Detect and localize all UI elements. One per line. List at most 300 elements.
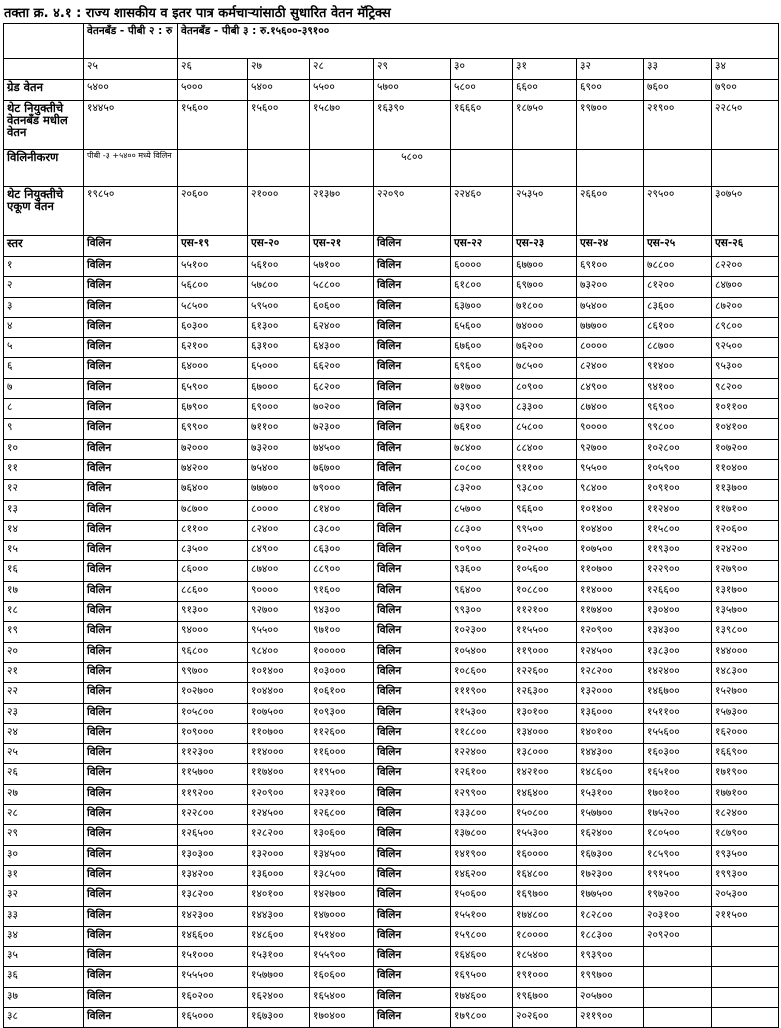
matrix-cell: विलिन (84, 845, 178, 865)
matrix-cell: १३०१०० (513, 703, 577, 723)
matrix-cell: १३७८०० (451, 825, 513, 845)
matrix-cell: ६४३०० (310, 338, 374, 358)
matrix-cell: १०४१०० (712, 419, 779, 439)
matrix-cell: ६९१०० (577, 257, 644, 277)
matrix-cell: १७०१०० (644, 784, 712, 804)
matrix-cell: ७३२०० (248, 439, 310, 459)
matrix-cell: ६२४०० (310, 317, 374, 337)
matrix-cell: विलिन (84, 723, 178, 743)
matrix-cell: विलिन (84, 967, 178, 987)
total-row-cell: २०६०० (178, 187, 248, 236)
matrix-cell: १४२७०० (310, 886, 374, 906)
matrix-cell: १५९८०० (451, 926, 513, 946)
matrix-cell: विलिन (84, 703, 178, 723)
matrix-cell: ६७७०० (513, 257, 577, 277)
table-row (4, 825, 779, 845)
matrix-cell: विलिन (374, 257, 451, 277)
matrix-cell: विलिन (84, 886, 178, 906)
level-row-cell: एस-२३ (513, 236, 577, 257)
matrix-cell: ८५७०० (451, 500, 513, 520)
matrix-cell: ८०००० (577, 338, 644, 358)
matrix-cell: ७६४०० (178, 480, 248, 500)
matrix-cell: १३०६०० (310, 825, 374, 845)
matrix-cell: ९०००० (248, 581, 310, 601)
matrix-cell: १४६७०० (644, 683, 712, 703)
level-cell: १६ (4, 561, 84, 581)
pay-band-pb2-header: वेतनबँड - पीबी २ : रु (84, 24, 178, 59)
table-row (4, 459, 779, 479)
pay-matrix-table (3, 23, 779, 1028)
matrix-cell: ९९३०० (451, 602, 513, 622)
table-row (4, 744, 779, 764)
matrix-cell: ७३९०० (451, 399, 513, 419)
level-cell: ५ (4, 338, 84, 358)
matrix-cell: विलिन (374, 744, 451, 764)
level-cell: २५ (4, 744, 84, 764)
table-row (4, 581, 779, 601)
matrix-cell: १३८२०० (178, 886, 248, 906)
col-row-cell: २६ (178, 59, 248, 80)
matrix-cell: ९५५०० (577, 459, 644, 479)
col-row-cell: २५ (84, 59, 178, 80)
matrix-cell: १६२४०० (248, 987, 310, 1007)
matrix-cell: १२६६०० (644, 581, 712, 601)
matrix-cell: १३२००० (248, 845, 310, 865)
matrix-cell: ८०८०० (451, 459, 513, 479)
matrix-cell: ७५४०० (577, 297, 644, 317)
matrix-cell: ९५५०० (248, 622, 310, 642)
matrix-cell: १५०८०० (513, 805, 577, 825)
band-row-cell: १६६६० (451, 101, 513, 150)
col-row-cell: २९ (374, 59, 451, 80)
matrix-cell: १४२१०० (513, 764, 577, 784)
matrix-cell: १५०६०० (451, 886, 513, 906)
table-row (4, 541, 779, 561)
matrix-cell: विलिन (374, 561, 451, 581)
matrix-cell: ९३६०० (451, 561, 513, 581)
matrix-cell: ८८९०० (310, 561, 374, 581)
matrix-cell (712, 967, 779, 987)
matrix-cell: विलिन (84, 926, 178, 946)
matrix-cell: विलिन (84, 317, 178, 337)
matrix-cell: ७७७०० (577, 317, 644, 337)
total-row-cell: २१३७० (310, 187, 374, 236)
matrix-cell: ९४००० (178, 622, 248, 642)
matrix-cell: ९४१०० (644, 378, 712, 398)
matrix-cell: ९२५०० (712, 338, 779, 358)
matrix-cell: ८२४०० (248, 520, 310, 540)
matrix-cell: १६०००० (513, 845, 577, 865)
matrix-cell: ७८५०० (513, 358, 577, 378)
matrix-cell: ९२७०० (248, 602, 310, 622)
matrix-cell: ७५४०० (248, 459, 310, 479)
total-row-cell: ३०७५० (712, 187, 779, 236)
matrix-cell: ११४००० (577, 581, 644, 601)
matrix-cell: ८९८०० (712, 317, 779, 337)
matrix-cell (644, 987, 712, 1007)
matrix-cell: १०७५०० (577, 541, 644, 561)
grade-row-cell: ६९०० (577, 80, 644, 101)
matrix-cell: १२८२०० (248, 825, 310, 845)
matrix-cell: ७२००० (178, 439, 248, 459)
matrix-cell: १२२६०० (513, 662, 577, 682)
merger-cell (577, 150, 644, 187)
matrix-cell: ९१४०० (644, 358, 712, 378)
matrix-cell: विलिन (84, 744, 178, 764)
col-row-cell: ३४ (712, 59, 779, 80)
table-row (4, 561, 779, 581)
matrix-cell (712, 1007, 779, 1027)
matrix-cell: विलिन (374, 886, 451, 906)
matrix-cell: १००००० (310, 642, 374, 662)
matrix-cell: १६५१०० (644, 764, 712, 784)
matrix-cell: विलिन (84, 297, 178, 317)
total-row-cell: २१००० (248, 187, 310, 236)
matrix-cell (712, 987, 779, 1007)
matrix-cell: विलिन (374, 987, 451, 1007)
matrix-cell: ९०९०० (451, 541, 513, 561)
matrix-cell: १३४५०० (310, 845, 374, 865)
table-row (4, 439, 779, 459)
matrix-cell (644, 1007, 712, 1027)
matrix-cell: ८२२०० (712, 257, 779, 277)
matrix-cell: विलिन (374, 480, 451, 500)
matrix-cell: विलिन (374, 703, 451, 723)
matrix-cell: ६९००० (248, 399, 310, 419)
matrix-cell: विलिन (84, 662, 178, 682)
matrix-cell: ११९००० (513, 642, 577, 662)
matrix-cell: विलिन (374, 865, 451, 885)
grade-pay-row (4, 80, 779, 101)
matrix-cell: १२४२०० (712, 541, 779, 561)
matrix-cell: ५८८०० (310, 277, 374, 297)
matrix-cell: १२८२०० (577, 662, 644, 682)
matrix-cell: १२२४०० (451, 744, 513, 764)
col-row-cell: ३२ (577, 59, 644, 80)
matrix-cell: ६५९०० (178, 378, 248, 398)
matrix-cell: ११५७०० (178, 764, 248, 784)
matrix-cell: १६०३०० (644, 744, 712, 764)
matrix-cell: १३६००० (577, 703, 644, 723)
band-row-cell: २१९०० (644, 101, 712, 150)
matrix-cell: १३८००० (513, 744, 577, 764)
matrix-cell: १३६००० (248, 865, 310, 885)
matrix-cell: १०२५०० (513, 541, 577, 561)
matrix-cell: ११७४०० (248, 764, 310, 784)
level-cell: ३७ (4, 987, 84, 1007)
matrix-cell: ८१४०० (310, 500, 374, 520)
matrix-cell: ६३१०० (248, 338, 310, 358)
matrix-cell: ७९००० (310, 480, 374, 500)
matrix-cell: १८५४०० (513, 947, 577, 967)
total-row-cell: २२४६० (451, 187, 513, 236)
matrix-cell: ८४७०० (712, 277, 779, 297)
merger-value: ५८०० (374, 150, 451, 187)
table-row (4, 378, 779, 398)
matrix-cell: ७२३०० (310, 419, 374, 439)
level-row-cell: एस-२४ (577, 236, 644, 257)
matrix-cell: १५२७०० (712, 683, 779, 703)
matrix-cell: १५५५०० (178, 967, 248, 987)
level-cell: ३८ (4, 1007, 84, 1027)
header-row-bands (4, 24, 779, 59)
level-cell: १३ (4, 500, 84, 520)
table-row (4, 906, 779, 926)
matrix-cell: ८३३०० (513, 399, 577, 419)
matrix-cell: १४८६०० (577, 764, 644, 784)
matrix-cell: १८२८०० (577, 906, 644, 926)
matrix-cell: ११२४०० (644, 500, 712, 520)
matrix-cell: १३९८०० (712, 622, 779, 642)
matrix-cell: १०२७०० (178, 683, 248, 703)
matrix-cell: १०७२०० (712, 439, 779, 459)
matrix-cell: १२६१०० (451, 764, 513, 784)
matrix-cell: विलिन (374, 764, 451, 784)
matrix-cell: विलिन (84, 500, 178, 520)
total-pay-row (4, 187, 779, 236)
matrix-cell: १२३१०० (310, 784, 374, 804)
matrix-cell: १०९१०० (644, 480, 712, 500)
matrix-cell: ६१८०० (451, 277, 513, 297)
matrix-cell: ९२७०० (577, 439, 644, 459)
matrix-cell: १७७५०० (577, 886, 644, 906)
matrix-cell: विलिन (84, 399, 178, 419)
grade-row-cell: ५४०० (248, 80, 310, 101)
matrix-cell: १४६६०० (178, 926, 248, 946)
matrix-cell: १६५४०० (310, 987, 374, 1007)
table-row (4, 947, 779, 967)
matrix-cell: विलिन (84, 520, 178, 540)
matrix-cell: ७०२०० (310, 399, 374, 419)
matrix-cell: ६७९०० (178, 399, 248, 419)
matrix-cell: ६८२०० (310, 378, 374, 398)
matrix-cell: १२४५०० (577, 642, 644, 662)
matrix-cell: १२४५०० (248, 805, 310, 825)
matrix-cell: १२६५०० (178, 825, 248, 845)
matrix-cell: ८६१०० (644, 317, 712, 337)
level-cell: २० (4, 642, 84, 662)
level-cell: १४ (4, 520, 84, 540)
matrix-cell: १७०४०० (310, 1007, 374, 1027)
level-cell: ११ (4, 459, 84, 479)
level-cell: १५ (4, 541, 84, 561)
matrix-cell: ११९५०० (310, 764, 374, 784)
level-cell: २८ (4, 805, 84, 825)
corner-cell (4, 24, 84, 59)
matrix-cell: विलिन (374, 1007, 451, 1027)
matrix-cell: १५१४०० (310, 926, 374, 946)
level-cell: २४ (4, 723, 84, 743)
matrix-cell: विलिन (374, 805, 451, 825)
matrix-cell: १२२९०० (644, 561, 712, 581)
band-row-cell: २२८५० (712, 101, 779, 150)
matrix-cell: १७९८०० (451, 1007, 513, 1027)
matrix-cell: ९८४०० (248, 642, 310, 662)
matrix-cell: विलिन (374, 947, 451, 967)
level-cell: ६ (4, 358, 84, 378)
matrix-cell: ११९३०० (644, 541, 712, 561)
matrix-cell: विलिन (374, 683, 451, 703)
matrix-cell: १७५२०० (644, 805, 712, 825)
matrix-cell: विलिन (374, 439, 451, 459)
grade-pay-label: ग्रेड वेतन (4, 80, 84, 101)
matrix-cell: १०५९०० (644, 459, 712, 479)
matrix-cell: ७४००० (513, 317, 577, 337)
matrix-cell: १४४३०० (248, 906, 310, 926)
matrix-cell: विलिन (84, 419, 178, 439)
matrix-cell: १८५९०० (644, 845, 712, 865)
matrix-cell: ७८७०० (178, 500, 248, 520)
matrix-cell: १६६९०० (712, 744, 779, 764)
matrix-cell: १८८३०० (577, 926, 644, 946)
matrix-cell: विलिन (84, 825, 178, 845)
matrix-cell: ६२१०० (178, 338, 248, 358)
matrix-cell: ११९२०० (178, 784, 248, 804)
matrix-cell: ५८५०० (178, 297, 248, 317)
table-row (4, 967, 779, 987)
matrix-cell: ७६२०० (513, 338, 577, 358)
matrix-cell: ११४००० (248, 744, 310, 764)
level-row-cell: एस-२५ (644, 236, 712, 257)
matrix-cell: १६९५०० (451, 967, 513, 987)
grade-row-cell: ७६०० (644, 80, 712, 101)
level-row-cell: विलिन (84, 236, 178, 257)
level-cell: १२ (4, 480, 84, 500)
matrix-cell: ६१३०० (248, 317, 310, 337)
matrix-cell: ८५८०० (513, 419, 577, 439)
matrix-cell: विलिन (374, 906, 451, 926)
table-row (4, 703, 779, 723)
col-row-cell: ३३ (644, 59, 712, 80)
matrix-cell: १५५१०० (451, 906, 513, 926)
matrix-cell: विलिन (374, 622, 451, 642)
band-row-cell: १५६०० (178, 101, 248, 150)
matrix-cell: ६०३०० (178, 317, 248, 337)
matrix-cell: विलिन (374, 317, 451, 337)
level-cell: २६ (4, 764, 84, 784)
matrix-cell: १०७५०० (248, 703, 310, 723)
col-row-cell: २७ (248, 59, 310, 80)
matrix-cell: १०११०० (712, 399, 779, 419)
merger-cell (513, 150, 577, 187)
level-cell: २७ (4, 784, 84, 804)
table-row (4, 1007, 779, 1027)
matrix-cell: १६२४०० (577, 825, 644, 845)
matrix-cell (644, 947, 712, 967)
matrix-cell: विलिन (84, 683, 178, 703)
matrix-cell: १०९००० (178, 723, 248, 743)
table-row (4, 683, 779, 703)
matrix-cell: विलिन (374, 967, 451, 987)
matrix-cell: १६२००० (712, 723, 779, 743)
matrix-cell: १२०९०० (577, 622, 644, 642)
matrix-cell: ६३७०० (451, 297, 513, 317)
matrix-cell: ९८४०० (577, 480, 644, 500)
grade-row-cell: ५८०० (451, 80, 513, 101)
matrix-cell: विलिन (84, 865, 178, 885)
matrix-cell: १३३८०० (451, 805, 513, 825)
matrix-cell: १६५००० (178, 1007, 248, 1027)
matrix-cell: ११६००० (310, 744, 374, 764)
matrix-cell: १५७७०० (577, 805, 644, 825)
matrix-cell: १०६१०० (310, 683, 374, 703)
matrix-cell: १८०००० (513, 926, 577, 946)
matrix-cell: विलिन (374, 845, 451, 865)
matrix-cell: १४१९०० (451, 845, 513, 865)
matrix-cell: विलिन (374, 297, 451, 317)
matrix-cell: ८८३०० (451, 520, 513, 540)
matrix-cell: १२६८०० (310, 805, 374, 825)
matrix-cell: ११८८०० (451, 723, 513, 743)
matrix-cell: विलिन (84, 459, 178, 479)
matrix-cell: विलिन (374, 378, 451, 398)
level-row-cell: एस-१९ (178, 236, 248, 257)
total-row-cell: २२०९० (374, 187, 451, 236)
matrix-cell: १९१००० (513, 967, 577, 987)
matrix-cell: ७८४०० (451, 439, 513, 459)
grade-row-cell: ५५०० (310, 80, 374, 101)
matrix-cell: ५७८०० (248, 277, 310, 297)
matrix-cell: ७४५०० (310, 439, 374, 459)
level-row-cell: एस-२६ (712, 236, 779, 257)
table-row (4, 845, 779, 865)
matrix-cell: ८०००० (248, 500, 310, 520)
level-row-cell: एस-२० (248, 236, 310, 257)
matrix-cell: ६७६०० (451, 338, 513, 358)
column-number-row (4, 59, 779, 80)
matrix-cell: विलिन (84, 358, 178, 378)
matrix-cell: विलिन (84, 480, 178, 500)
matrix-cell: १५७३०० (712, 703, 779, 723)
matrix-cell: २११५०० (712, 906, 779, 926)
matrix-cell: १३०३०० (178, 845, 248, 865)
pay-band-row (4, 101, 779, 150)
table-row (4, 723, 779, 743)
matrix-cell: १९३९०० (577, 947, 644, 967)
level-cell: ३ (4, 297, 84, 317)
matrix-cell: ९६६०० (513, 500, 577, 520)
matrix-cell (644, 967, 712, 987)
matrix-cell: ९६९०० (644, 399, 712, 419)
table-row (4, 358, 779, 378)
matrix-cell: विलिन (374, 338, 451, 358)
matrix-cell: १०२८०० (644, 439, 712, 459)
matrix-cell: ८८४०० (513, 439, 577, 459)
matrix-cell: ९४३०० (310, 602, 374, 622)
matrix-cell: १४०१०० (577, 723, 644, 743)
matrix-cell: १६७३०० (577, 845, 644, 865)
matrix-cell: ६६२०० (310, 358, 374, 378)
matrix-cell: ११५५०० (513, 622, 577, 642)
matrix-cell: ७४२०० (178, 459, 248, 479)
level-cell: ३३ (4, 906, 84, 926)
matrix-cell: ११२३०० (178, 744, 248, 764)
matrix-cell: ५६१०० (248, 257, 310, 277)
matrix-cell: १५५९०० (310, 947, 374, 967)
level-cell: १७ (4, 581, 84, 601)
matrix-cell: ६७००० (248, 378, 310, 398)
matrix-cell: विलिन (374, 399, 451, 419)
level-cell: २२ (4, 683, 84, 703)
matrix-cell: १११९०० (451, 683, 513, 703)
matrix-cell: १८२४०० (712, 805, 779, 825)
matrix-cell: २०५७०० (577, 987, 644, 1007)
matrix-cell: १६४६०० (451, 947, 513, 967)
table-row (4, 602, 779, 622)
table-row (4, 784, 779, 804)
matrix-cell: ८२४०० (577, 358, 644, 378)
matrix-cell: १४०१०० (248, 886, 310, 906)
